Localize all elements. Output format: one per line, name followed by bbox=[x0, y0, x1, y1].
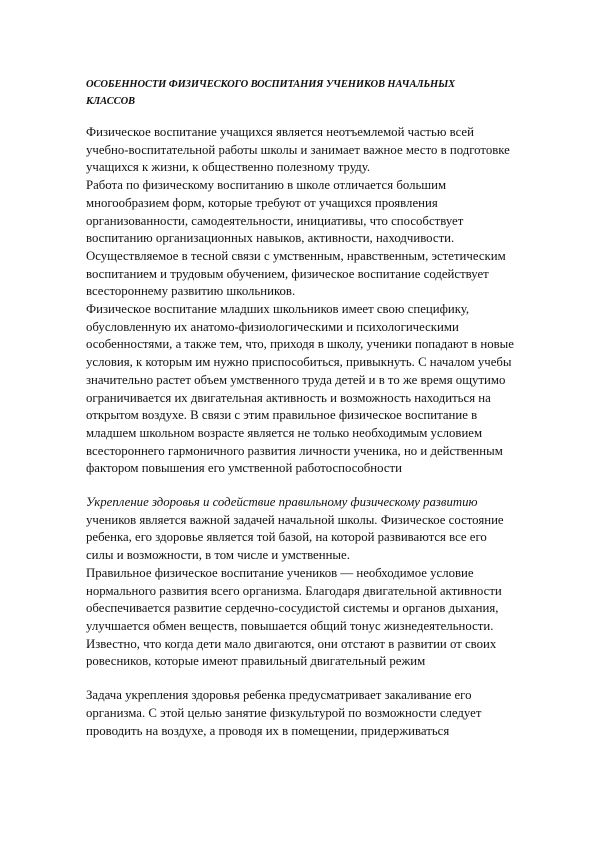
text-line: улучшается обмен веществ, повышается общий тонус жизнедеятельности. bbox=[86, 618, 494, 633]
text-line: Физическое воспитание учащихся является неотъемлемой частью всей bbox=[86, 125, 474, 139]
text-line: многообразием форм, которые требуют от учащихся проявления bbox=[86, 195, 438, 210]
text-line: особенностями, а также тем, что, приходя в школу, ученики попадают в новые bbox=[86, 337, 514, 352]
text-line: обусловленную их анатомо-физиологическими и психологическими bbox=[86, 319, 459, 334]
text-line: ограничивается их двигательная активность и возможность находиться на bbox=[86, 390, 491, 405]
title-line: КЛАССОВ bbox=[86, 96, 135, 107]
text-line: значительно растет объем умственного труда детей и в то же время ощутимо bbox=[86, 372, 506, 387]
title-line: ОСОБЕННОСТИ ФИЗИЧЕСКОГО ВОСПИТАНИЯ УЧЕНИКОВ НАЧАЛЬНЫХ bbox=[86, 79, 456, 90]
text-line: учеников является важной задачей начальной школы. Физическое состояние bbox=[86, 512, 504, 527]
document-page bbox=[86, 76, 556, 740]
text-line: фактором повышения его умственной работоспособности bbox=[86, 461, 402, 476]
text-line: учебно-воспитательной работы школы и занимает важное место в подготовке bbox=[86, 142, 510, 157]
text-line: воспитанию организационных навыков, активности, находчивости. bbox=[86, 231, 455, 246]
text-line: Работа по физическому воспитанию в школе отличается большим bbox=[86, 178, 447, 193]
text-line: всестороннему развитию школьников. bbox=[86, 284, 296, 299]
text-line: проводить на воздухе, а проводя их в помещении, придерживаться bbox=[86, 723, 450, 738]
text-line: Задача укрепления здоровья ребенка предусматривает закаливание его bbox=[86, 688, 472, 703]
document-title bbox=[86, 76, 556, 110]
text-line: обеспечивается развитие сердечно-сосудистой системы и органов дыхания, bbox=[86, 601, 499, 616]
text-line: организма. С этой целью занятие физкультурой по возможности следует bbox=[86, 705, 482, 720]
text-line: воспитанием и трудовым обучением, физическое воспитание содействует bbox=[86, 266, 489, 281]
text-line: Правильное физическое воспитание учеников — необходимое условие bbox=[86, 565, 474, 580]
italic-lead-line: Укрепление здоровья и содействие правильному физическому развитию bbox=[86, 495, 478, 510]
text-line: младшем школьном возрасте является не только необходимым условием bbox=[86, 425, 483, 440]
text-line: нормального развития всего организма. Благодаря двигательной активности bbox=[86, 583, 502, 598]
text-line: всестороннего гармоничного развития личности ученика, но и действенным bbox=[86, 443, 503, 458]
text-line: условия, к которым им нужно приспособиться, привыкнуть. С началом учебы bbox=[86, 355, 512, 370]
paragraph-section-3 bbox=[86, 687, 556, 740]
text-line: Известно, что когда дети мало двигаются, они отстают в развитии от своих bbox=[86, 636, 497, 651]
paragraph-section-1 bbox=[86, 124, 556, 478]
text-line: учащихся к жизни, к общественно полезному труду. bbox=[86, 160, 371, 175]
paragraph-section-2 bbox=[86, 494, 556, 671]
text-line: организованности, самодеятельности, инициативы, что способствует bbox=[86, 213, 464, 228]
text-line: Физическое воспитание младших школьников имеет свою специфику, bbox=[86, 302, 470, 317]
text-line: силы и возможности, в том числе и умственные. bbox=[86, 548, 350, 563]
text-line: ребенка, его здоровье является той базой, на которой развиваются все его bbox=[86, 530, 487, 545]
text-line: открытом воздухе. В связи с этим правильное физическое воспитание в bbox=[86, 408, 478, 423]
text-line: Осуществляемое в тесной связи с умственным, нравственным, эстетическим bbox=[86, 248, 506, 263]
text-line: ровесников, которые имеют правильный двигательный режим bbox=[86, 654, 426, 669]
